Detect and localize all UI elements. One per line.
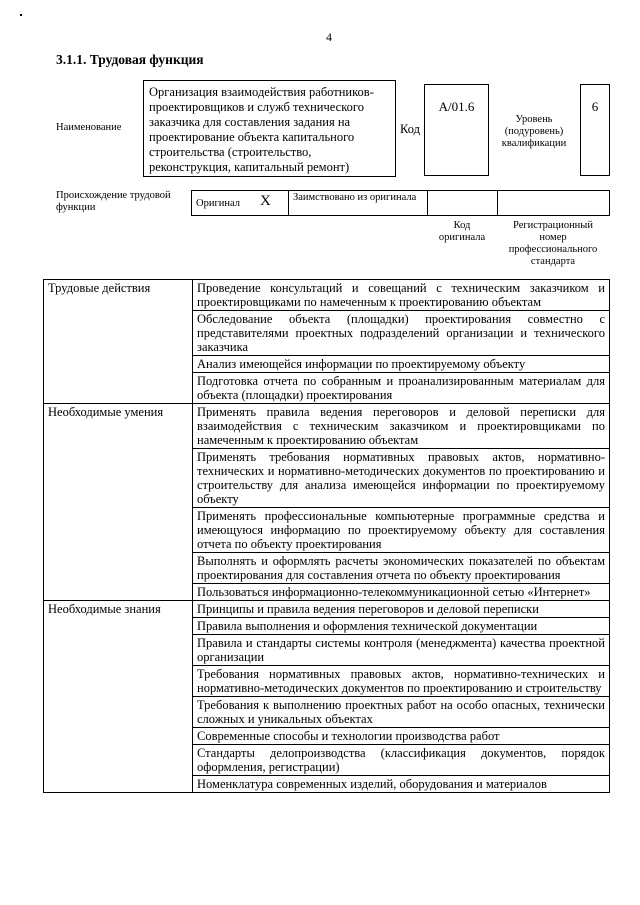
table-cell: Правила и стандарты системы контроля (менеджмента) качества проектной организации	[193, 635, 610, 666]
origin-label: Происхождение трудовой функции	[56, 190, 171, 213]
table-row	[44, 280, 610, 311]
divider	[427, 190, 428, 216]
section-heading: 3.1.1. Трудовая функция	[56, 52, 204, 67]
function-name-box	[143, 80, 396, 177]
name-label: Наименование	[56, 122, 122, 133]
table-cell: Номенклатура современных изделий, оборудования и материалов	[193, 776, 610, 793]
original-mark: X	[260, 193, 271, 209]
code-value-box	[424, 84, 489, 176]
level-label: Уровень (подуровень) квалификации	[501, 114, 567, 149]
table-row	[44, 404, 610, 449]
divider	[288, 190, 289, 216]
table-cell: Требования к выполнению проектных работ на особо опасных, технически сложных и уникальных объектах	[193, 697, 610, 728]
table-cell: Выполнять и оформлять расчеты экономических показателей по объектам проектирования для составления отчета по объекту проектирования	[193, 553, 610, 584]
scan-speck	[20, 14, 22, 16]
table-cell: Применять профессиональные компьютерные программные средства и имеющуюся информацию по проектируемому объекту для составления отчета по объекту проектирования	[193, 508, 610, 553]
table-cell: Принципы и правила ведения переговоров и деловой переписки	[193, 601, 610, 618]
table-cell: Обследование объекта (площадки) проектирования совместно с представителями проектных подразделений организации и технического заказчика	[193, 311, 610, 356]
table-cell: Анализ имеющейся информации по проектируемому объекту	[193, 356, 610, 373]
borrowed-label: Заимствовано из оригинала	[293, 192, 417, 203]
level-value-box	[580, 84, 610, 176]
function-details-table	[43, 279, 610, 793]
function-name-text: Организация взаимодействия работников-проектировщиков и служб технического заказчика для составления задания на проектирование объекта капитального строительства (строительство, реконструкция, капитальный ремонт)	[149, 85, 374, 174]
table-cell: Требования нормативных правовых актов, нормативно-технических и нормативно-методических документов по проектированию и строительству	[193, 666, 610, 697]
section-title: Необходимые умения	[44, 404, 193, 601]
table-cell: Подготовка отчета по собранным и проанализированным материалам для объекта (площадки) проектирования	[193, 373, 610, 404]
divider	[497, 190, 498, 216]
page-number: 4	[326, 30, 332, 44]
table-cell: Проведение консультаций и совещаний с техническим заказчиком и проектировщиками по намеченным к проектированию объектам	[193, 280, 610, 311]
level-value: 6	[591, 99, 599, 114]
table-cell: Современные способы и технологии производства работ	[193, 728, 610, 745]
table-row	[44, 601, 610, 618]
table-cell: Стандарты делопроизводства (классификация документов, порядок оформления, регистрации)	[193, 745, 610, 776]
reg-number-caption: Регистрационный номер профессионального стандарта	[508, 220, 598, 267]
original-code-caption: Код оригинала	[438, 220, 486, 243]
original-label: Оригинал	[196, 198, 240, 209]
table-cell: Применять требования нормативных правовых актов, нормативно-технических и нормативно-методических документов по проектированию и строительству для анализа имеющейся информации по проектируемому объекту	[193, 449, 610, 508]
table-cell: Правила выполнения и оформления технической документации	[193, 618, 610, 635]
section-title: Трудовые действия	[44, 280, 193, 404]
code-value: А/01.6	[438, 99, 475, 114]
code-label: Код	[400, 122, 420, 136]
table-cell: Пользоваться информационно-телекоммуникационной сетью «Интернет»	[193, 584, 610, 601]
table-cell: Применять правила ведения переговоров и деловой переписки для взаимодействия с техническим заказчиком и проектировщиками по намеченным к проектированию объектам	[193, 404, 610, 449]
section-title: Необходимые знания	[44, 601, 193, 793]
